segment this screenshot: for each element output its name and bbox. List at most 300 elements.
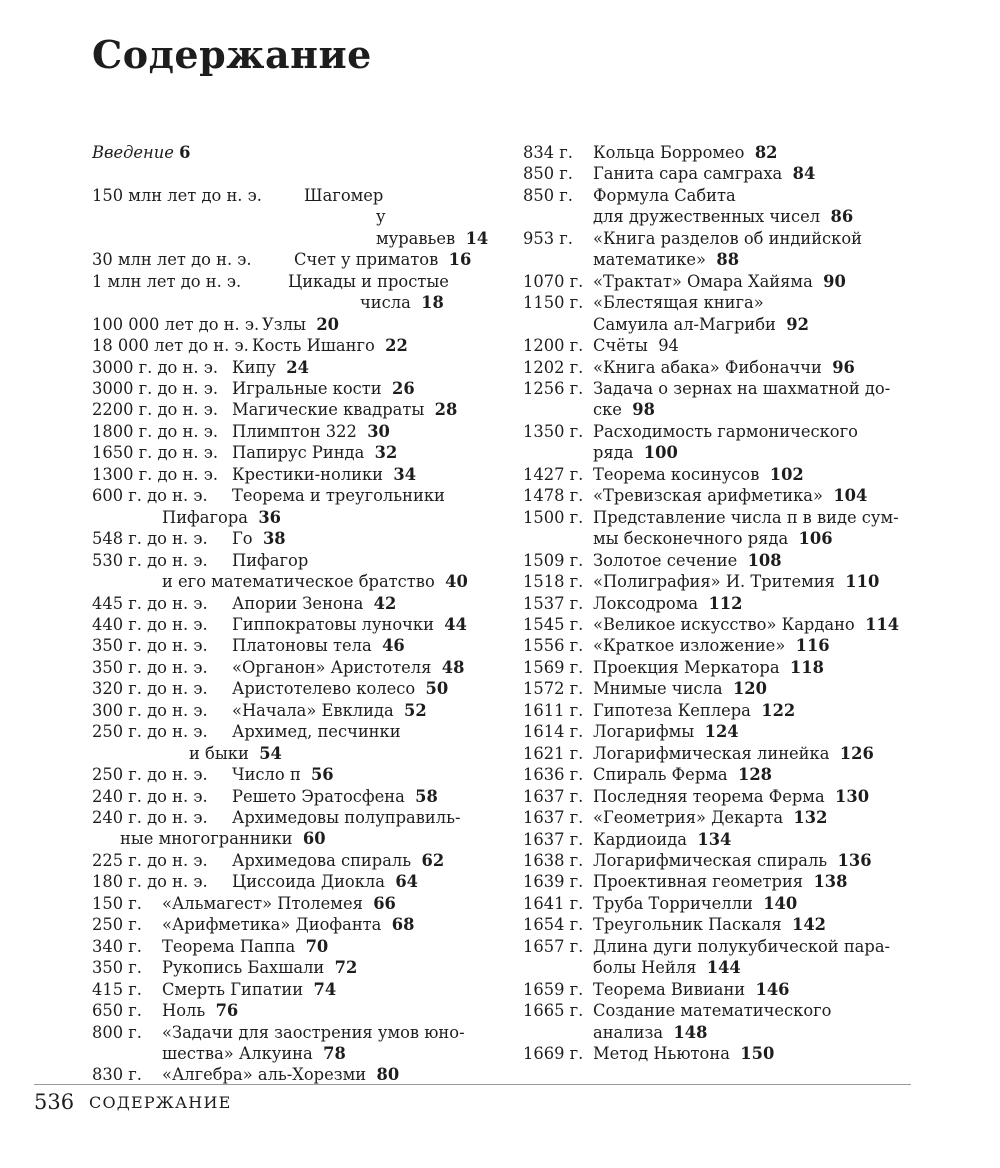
toc-entry-date: 1300 г. до н. э. [92, 464, 218, 484]
toc-entry-date: 1202 г. [523, 357, 584, 377]
toc-entry-title-line: Архимед, песчинки [232, 722, 401, 742]
toc-entry-page-number: 148 [673, 1022, 708, 1042]
toc-entry-title-line: Шагомер [304, 185, 384, 205]
toc-entry-page-number: 144 [706, 958, 741, 978]
toc-entry-page-number: 32 [374, 443, 398, 463]
intro-title: Введение [92, 143, 174, 162]
toc-entry-date: 1638 г. [523, 850, 584, 870]
toc-entry[interactable] [92, 871, 492, 892]
toc-entry-title-text: Самуила ал-Магриби [593, 314, 776, 334]
toc-entry-page-number: 56 [310, 765, 334, 785]
toc-entry[interactable] [523, 657, 918, 678]
toc-entry[interactable] [92, 528, 492, 549]
toc-entry-title-text: Кардиоида [593, 829, 687, 849]
toc-entry-page-number: 118 [789, 657, 824, 677]
toc-entry[interactable] [92, 721, 492, 764]
toc-entry-title-line [593, 614, 918, 635]
toc-entry-date: 1639 г. [523, 872, 584, 892]
toc-entry-page-number: 84 [792, 164, 816, 184]
toc-entry-date: 1256 г. [523, 378, 584, 398]
toc-entry-page-number: 78 [323, 1044, 346, 1064]
toc-entry-title-line: Создание математического [593, 1001, 832, 1021]
toc-entry[interactable] [92, 464, 492, 485]
toc-entry-title-text: Папирус Ринда [232, 443, 365, 463]
toc-entry[interactable] [523, 335, 918, 356]
toc-entry-page-number: 28 [434, 400, 458, 420]
toc-entry-title-text: ряда [593, 443, 634, 463]
toc-entry-page-number: 134 [697, 829, 732, 849]
toc-entry-date: 548 г. до н. э. [92, 529, 208, 549]
toc-entry-title-line [232, 378, 492, 399]
toc-entry-date: 150 млн лет до н. э. [92, 185, 262, 205]
toc-entry-title-line [360, 292, 492, 313]
toc-entry[interactable] [523, 635, 918, 656]
toc-entry-title-line [232, 678, 492, 699]
toc-entry-page-number: 46 [382, 636, 405, 656]
toc-entry-title-text: Логарифмическая линейка [593, 743, 830, 763]
toc-entry-date: 250 г. до н. э. [92, 722, 208, 742]
toc-entry[interactable] [523, 850, 918, 871]
toc-entry-date: 3000 г. до н. э. [92, 378, 218, 398]
toc-entry-date: 1657 г. [523, 936, 584, 956]
toc-entry[interactable] [92, 979, 492, 1000]
page-title: Содержание [92, 32, 372, 77]
toc-entry-date: 1478 г. [523, 486, 584, 506]
toc-entry-title-line [162, 979, 492, 1000]
toc-entry[interactable] [523, 871, 918, 892]
toc-entry-title-text: «Трактат» Омара Хайяма [593, 271, 813, 291]
toc-entry-title-text: мы бесконечного ряда [593, 529, 789, 549]
toc-entry-page-number: 62 [421, 850, 445, 870]
toc-entry-title-line [252, 335, 492, 356]
toc-entry[interactable] [523, 936, 918, 979]
toc-entry-date: 18 000 лет до н. э. [92, 336, 249, 356]
toc-entry-date: 350 г. до н. э. [92, 657, 208, 677]
toc-entry-title-text: Кипу [232, 357, 276, 377]
toc-entry-title-text: для дружественных чисел [593, 207, 821, 227]
toc-entry[interactable] [523, 421, 918, 464]
toc-entry-title-line: Формула Сабита [593, 185, 736, 205]
toc-entry-title-line [232, 657, 492, 678]
toc-entry-date: 1621 г. [523, 743, 584, 763]
toc-entry-page-number: 60 [302, 829, 326, 849]
toc-entry-title-text: Метод Ньютона [593, 1044, 730, 1064]
toc-entry-page-number: 64 [395, 872, 418, 892]
toc-entry-date: 1637 г. [523, 786, 584, 806]
toc-entry-title-line [162, 893, 492, 914]
toc-entry-date: 1669 г. [523, 1044, 584, 1064]
toc-entry[interactable] [92, 1000, 492, 1021]
toc-entry-title-line [593, 871, 918, 892]
toc-entry-page-number: 36 [258, 507, 281, 527]
toc-entry-title-line [593, 593, 918, 614]
toc-entry-page-number: 100 [643, 443, 678, 463]
toc-entry[interactable] [523, 678, 918, 699]
toc-entry-page-number: 102 [769, 464, 804, 484]
toc-entry-title-line [593, 700, 918, 721]
toc-entry[interactable] [92, 957, 492, 978]
toc-entry-title-line [593, 357, 918, 378]
toc-entry-title-text: числа [360, 293, 411, 313]
toc-entry-date: 1150 г. [523, 293, 584, 313]
toc-entry-page-number: 130 [835, 786, 870, 806]
toc-entry-page-number: 70 [305, 936, 329, 956]
toc-entry-page-number: 54 [259, 743, 282, 763]
toc-entry-title-text: «Тревизская арифметика» [593, 486, 823, 506]
toc-entry-title-line [593, 786, 918, 807]
toc-entry-page-number: 50 [425, 679, 449, 699]
toc-entry-page-number: 126 [839, 743, 874, 763]
toc-entry-page-number: 146 [755, 979, 790, 999]
toc-entry[interactable] [92, 936, 492, 957]
toc-entry-page-number: 42 [373, 593, 397, 613]
toc-entry-title-text: «Краткое изложение» [593, 636, 786, 656]
toc-entry[interactable] [92, 249, 492, 270]
toc-entry-title-text: Труба Торричелли [593, 893, 753, 913]
toc-entry-title-line [593, 635, 918, 656]
toc-entry-date: 1350 г. [523, 421, 584, 441]
toc-entry-title-text: Теорема Вивиани [593, 979, 746, 999]
toc-column-right [523, 142, 918, 1064]
toc-entry-page-number: 68 [391, 915, 415, 935]
toc-entry-title-line [232, 528, 492, 549]
toc-entry[interactable] [92, 550, 492, 593]
toc-entry-title-line [593, 657, 918, 678]
toc-entry[interactable] [92, 421, 492, 442]
toc-entry[interactable] [523, 1043, 918, 1064]
toc-entry-date: 1636 г. [523, 765, 584, 785]
toc-entry-title-text: у муравьев [376, 207, 456, 248]
toc-entry-date: 415 г. [92, 979, 142, 999]
toc-entry-date: 1556 г. [523, 636, 584, 656]
toc-entry-title-line: Цикады и простые [288, 271, 449, 291]
toc-entry-title-text: Золотое сечение [593, 550, 738, 570]
toc-entry-title-line [232, 593, 492, 614]
toc-entry[interactable] [92, 593, 492, 614]
toc-entry-page-number: 20 [316, 314, 339, 334]
toc-intro-entry[interactable] [92, 142, 492, 163]
toc-entry-title-line [232, 357, 492, 378]
toc-entry-title-line [232, 700, 492, 721]
toc-entry[interactable] [523, 292, 918, 335]
toc-entry-title-text: Решето Эратосфена [232, 786, 405, 806]
toc-entry-title-text: ске [593, 400, 622, 420]
toc-entry-page-number: 136 [837, 850, 872, 870]
toc-entry-page-number: 26 [392, 378, 415, 398]
toc-entry-date: 650 г. [92, 1001, 142, 1021]
toc-entry-date: 1611 г. [523, 700, 584, 720]
toc-entry[interactable] [92, 1064, 492, 1085]
toc-entry-page-number: 18 [421, 293, 444, 313]
toc-entry[interactable] [523, 571, 918, 592]
toc-entry-title-text: «Книга абака» Фибоначчи [593, 357, 822, 377]
toc-entry-title-text: Апории Зенона [232, 593, 364, 613]
toc-entry-title-text: «Арифметика» Диофанта [162, 915, 382, 935]
toc-entry-title-text: Го [232, 529, 253, 549]
toc-entry[interactable] [523, 700, 918, 721]
toc-entry-title-line [162, 1000, 492, 1021]
toc-entry-title-text: Мнимые числа [593, 679, 723, 699]
toc-entry-date: 3000 г. до н. э. [92, 357, 218, 377]
toc-entry[interactable] [523, 614, 918, 635]
toc-entry-title-line [593, 571, 918, 592]
toc-entry-title-line [593, 678, 918, 699]
toc-entry-title-line [593, 464, 918, 485]
toc-entry-page-number: 116 [795, 636, 830, 656]
toc-entry[interactable] [92, 185, 492, 249]
toc-entry-date: 1 млн лет до н. э. [92, 271, 242, 291]
toc-entry-title-line [162, 957, 492, 978]
toc-entry-title-line [593, 914, 918, 935]
toc-entry-title-line [376, 206, 492, 249]
toc-entry-title-text: «Альмагест» Птолемея [162, 893, 363, 913]
toc-entry[interactable] [92, 335, 492, 356]
toc-entry-title-text: Плимптон 322 [232, 421, 357, 441]
toc-entry[interactable] [92, 314, 492, 335]
toc-entry-title-text: «Алгебра» аль-Хорезми [162, 1065, 367, 1085]
toc-entry-title-line [162, 914, 492, 935]
toc-entry-title-line: «Задачи для заострения умов юно- [162, 1022, 465, 1042]
toc-entry-page-number: 142 [791, 915, 826, 935]
toc-entry-date: 1509 г. [523, 550, 584, 570]
toc-list-left [92, 185, 492, 1086]
running-head: СОДЕРЖАНИЕ [89, 1093, 232, 1112]
toc-entry-date: 1641 г. [523, 893, 584, 913]
toc-list-right [523, 142, 918, 1064]
toc-entry[interactable] [92, 399, 492, 420]
toc-entry-page-number: 96 [832, 357, 855, 377]
toc-entry-title-line [162, 936, 492, 957]
toc-entry-title-line [593, 1043, 918, 1064]
toc-entry-title-line [593, 335, 918, 356]
toc-entry-date: 2200 г. до н. э. [92, 400, 218, 420]
toc-entry[interactable] [92, 614, 492, 635]
toc-entry-date: 1800 г. до н. э. [92, 421, 218, 441]
toc-entry[interactable] [523, 378, 918, 421]
toc-entry-title-line [162, 1064, 492, 1085]
toc-entry[interactable] [523, 786, 918, 807]
toc-entry-title-line: «Блестящая книга» [593, 293, 764, 313]
toc-entry-date: 1659 г. [523, 979, 584, 999]
toc-entry-title-text: Логарифмическая спираль [593, 850, 828, 870]
toc-entry-title-line: Расходимость гармонического [593, 421, 858, 441]
toc-entry[interactable] [523, 914, 918, 935]
toc-entry-page-number: 76 [215, 1001, 239, 1021]
toc-entry-title-text: Пифагора [162, 507, 248, 527]
toc-entry-page-number: 30 [367, 421, 390, 441]
toc-entry-page-number: 112 [708, 593, 743, 613]
toc-entry[interactable] [523, 1000, 918, 1043]
toc-entry-date: 1614 г. [523, 722, 584, 742]
toc-entry-date: 1518 г. [523, 572, 584, 592]
toc-entry-title-text: и быки [189, 743, 249, 763]
toc-entry[interactable] [92, 378, 492, 399]
toc-entry[interactable] [92, 657, 492, 678]
toc-entry-date: 150 г. [92, 893, 142, 913]
toc-entry-page-number: 120 [732, 679, 767, 699]
toc-entry-title-line [162, 507, 492, 528]
toc-entry-title-line [162, 1043, 492, 1064]
toc-entry[interactable] [92, 442, 492, 463]
toc-entry[interactable] [92, 635, 492, 656]
toc-entry[interactable] [523, 142, 918, 163]
toc-entry-title-line [232, 614, 492, 635]
toc-entry-page-number: 150 [740, 1044, 775, 1064]
toc-entry-page-number: 94 [658, 336, 679, 356]
toc-entry[interactable] [92, 914, 492, 935]
toc-entry-page-number: 14 [465, 228, 489, 248]
toc-entry-title-line: Задача о зернах на шахматной до- [593, 378, 891, 398]
toc-entry-date: 100 000 лет до н. э. [92, 314, 260, 334]
toc-entry[interactable] [523, 764, 918, 785]
toc-entry-page-number: 122 [761, 700, 796, 720]
toc-entry-page-number: 82 [754, 143, 778, 162]
toc-entry[interactable] [92, 807, 492, 850]
toc-entry-page-number: 108 [747, 550, 782, 570]
toc-entry-title-line [232, 442, 492, 463]
toc-entry-title-line [232, 399, 492, 420]
toc-entry-page-number: 90 [823, 271, 846, 291]
toc-entry-date: 30 млн лет до н. э. [92, 250, 252, 270]
toc-entry-title-line [593, 528, 918, 549]
toc-entry-title-text: Проекция Меркатора [593, 657, 780, 677]
toc-entry-page-number: 98 [632, 400, 655, 420]
toc-entry-title-text: Треугольник Паскаля [593, 915, 782, 935]
toc-entry-title-text: Аристотелево колесо [232, 679, 416, 699]
toc-entry-date: 600 г. до н. э. [92, 486, 208, 506]
toc-entry-title-line [593, 442, 918, 463]
toc-entry-title-line [593, 829, 918, 850]
toc-entry-page-number: 66 [373, 893, 396, 913]
toc-entry-date: 953 г. [523, 228, 573, 248]
footer-divider [34, 1084, 911, 1085]
toc-entry[interactable] [523, 357, 918, 378]
toc-entry-title-line [593, 485, 918, 506]
toc-entry-page-number: 22 [385, 336, 408, 356]
toc-entry-date: 1537 г. [523, 593, 584, 613]
toc-entry[interactable] [523, 893, 918, 914]
toc-entry-title-line [162, 571, 492, 592]
toc-entry-title-line [593, 957, 918, 978]
toc-entry-title-text: Теорема Паппа [162, 936, 296, 956]
toc-entry[interactable] [523, 185, 918, 228]
toc-entry-title-text: «Великое искусство» Кардано [593, 614, 855, 634]
toc-entry-title-text: математике» [593, 250, 707, 270]
toc-entry[interactable] [523, 485, 918, 506]
toc-entry-title-text: Кольца Борромео [593, 143, 745, 162]
toc-entry-title-line [294, 249, 492, 270]
toc-entry-page-number: 58 [415, 786, 438, 806]
toc-entry-title-line [593, 142, 918, 163]
toc-entry-date: 834 г. [523, 143, 573, 162]
toc-entry-title-text: шества» Алкуина [162, 1044, 313, 1064]
toc-entry-date: 800 г. [92, 1022, 142, 1042]
toc-entry[interactable] [92, 485, 492, 528]
toc-entry-date: 1427 г. [523, 464, 584, 484]
toc-entry-page-number: 34 [393, 464, 417, 484]
toc-entry[interactable] [523, 979, 918, 1000]
toc-entry[interactable] [523, 271, 918, 292]
toc-entry-date: 1569 г. [523, 657, 584, 677]
toc-entry-title-line [593, 743, 918, 764]
toc-entry[interactable] [523, 163, 918, 184]
toc-entry-title-line [593, 271, 918, 292]
toc-entry-page-number: 72 [334, 958, 358, 978]
toc-entry-title-line [593, 249, 918, 270]
toc-entry-page-number: 40 [445, 572, 468, 592]
toc-entry-date: 1637 г. [523, 829, 584, 849]
toc-entry-title-text: Ноль [162, 1001, 206, 1021]
toc-entry-title-line: «Книга разделов об индийской [593, 228, 862, 248]
toc-entry-date: 250 г. [92, 915, 142, 935]
toc-entry-title-text: Логарифмы [593, 722, 695, 742]
toc-entry[interactable] [523, 829, 918, 850]
toc-entry-title-line [593, 550, 918, 571]
toc-entry[interactable] [92, 271, 492, 314]
toc-entry[interactable] [523, 721, 918, 742]
toc-entry-page-number: 16 [448, 250, 472, 270]
toc-entry-date: 1200 г. [523, 336, 584, 356]
toc-entry-page-number: 44 [444, 614, 467, 634]
toc-entry-title-line: Длина дуги полукубической пара- [593, 936, 891, 956]
toc-entry-title-line [232, 421, 492, 442]
toc-entry-page-number: 24 [286, 357, 309, 377]
toc-entry[interactable] [523, 507, 918, 550]
toc-entry-page-number: 92 [786, 314, 809, 334]
toc-entry-title-text: Циссоида Диокла [232, 872, 385, 892]
toc-entry[interactable] [92, 786, 492, 807]
toc-entry[interactable] [92, 678, 492, 699]
toc-entry-title-text: Игральные кости [232, 378, 382, 398]
toc-entry-title-line [593, 206, 918, 227]
toc-entry[interactable] [523, 550, 918, 571]
toc-entry[interactable] [523, 464, 918, 485]
toc-entry-title-line [232, 850, 492, 871]
toc-entry-title-line [593, 721, 918, 742]
toc-entry[interactable] [92, 764, 492, 785]
toc-entry[interactable] [92, 1022, 492, 1065]
toc-entry[interactable] [523, 807, 918, 828]
toc-entry-page-number: 138 [813, 872, 848, 892]
toc-entry-title-text: Локсодрома [593, 593, 699, 613]
toc-entry-title-text: Последняя теорема Ферма [593, 786, 825, 806]
toc-entry-page-number: 140 [763, 893, 798, 913]
toc-entry-page-number: 104 [833, 486, 868, 506]
toc-entry[interactable] [92, 700, 492, 721]
toc-entry-date: 1637 г. [523, 808, 584, 828]
toc-entry-title-line [232, 764, 492, 785]
toc-entry-title-line [593, 399, 918, 420]
toc-entry-title-line [593, 314, 918, 335]
toc-entry[interactable] [92, 357, 492, 378]
toc-entry-title-text: ные многогранники [120, 829, 293, 849]
toc-entry-title-text: «Полиграфия» И. Тритемия [593, 572, 835, 592]
toc-entry-date: 180 г. до н. э. [92, 872, 208, 892]
toc-entry-title-line [232, 871, 492, 892]
toc-entry-title-text: болы Нейля [593, 958, 697, 978]
toc-entry[interactable] [92, 850, 492, 871]
toc-entry-title-text: Проективная геометрия [593, 872, 804, 892]
toc-entry[interactable] [523, 593, 918, 614]
toc-entry[interactable] [523, 228, 918, 271]
toc-entry-date: 240 г. до н. э. [92, 786, 208, 806]
toc-entry[interactable] [523, 743, 918, 764]
toc-entry-title-text: Архимедова спираль [232, 850, 412, 870]
toc-entry-date: 320 г. до н. э. [92, 679, 208, 699]
toc-entry-title-line: Пифагор [232, 550, 309, 570]
toc-entry-title-text: Крестики-нолики [232, 464, 384, 484]
toc-entry[interactable] [92, 893, 492, 914]
